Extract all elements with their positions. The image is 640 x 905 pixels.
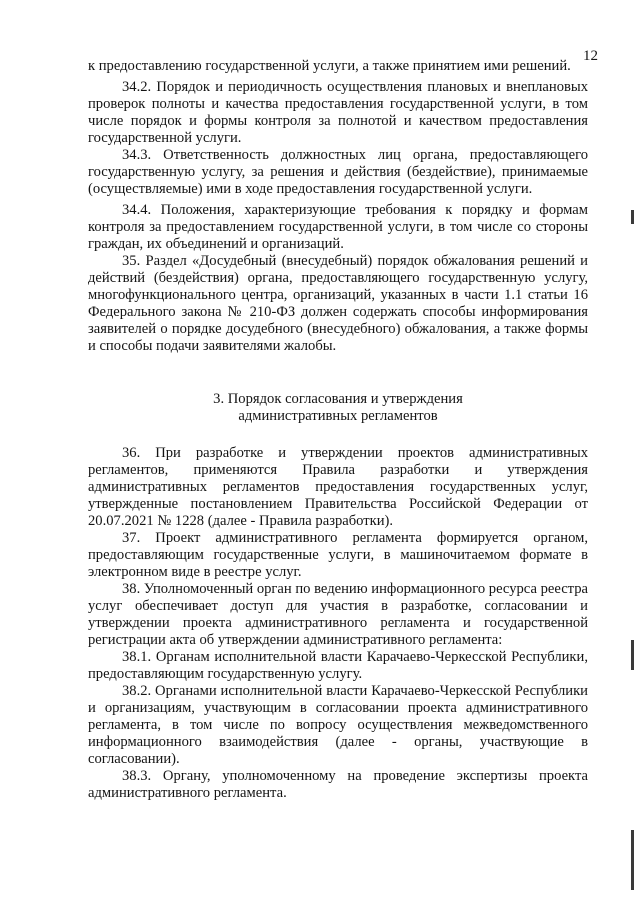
scan-edge-mark [631, 830, 634, 890]
paragraph-38-2: 38.2. Органами исполнительной власти Карачаево-Черкесской Республики и организациям, участвующим в согласовании проекта административного регламента, в том числе по вопросу осуществления межведомственного информационного взаимодействия (далее - органы, участвующие в согласовании). [88, 683, 588, 767]
paragraph-34-3: 34.3. Ответственность должностных лиц органа, предоставляющего государственную услугу, за решения и действия (бездействие), принимаемые (осуществляемые) ими в ходе предоставления государственной услуги. [88, 147, 588, 197]
page-number: 12 [583, 48, 598, 64]
section-heading-line-2: административных регламентов [238, 408, 438, 424]
scan-edge-mark [631, 640, 634, 670]
paragraph-38-1: 38.1. Органам исполнительной власти Карачаево-Черкесской Республики, предоставляющим государственную услугу. [88, 649, 588, 682]
paragraph-34-4: 34.4. Положения, характеризующие требования к порядку и формам контроля за предоставлением государственной услуги, в том числе со стороны граждан, их объединений и организаций. [88, 202, 588, 252]
paragraph-35: 35. Раздел «Досудебный (внесудебный) порядок обжалования решений и действий (бездействия) органа, предоставляющего государственную услугу, многофункционального центра, организаций, указанных в части 1.1 статьи 16 Федерального закона № 210-ФЗ должен содержать способы информирования заявителей о порядке досудебного (внесудебного) обжалования, а также формы и способы подачи заявителями жалобы. [88, 253, 588, 354]
paragraph-37: 37. Проект административного регламента формируется органом, предоставляющим государственные услуги, в машиночитаемом формате в электронном виде в реестре услуг. [88, 530, 588, 580]
section-heading-line-1: 3. Порядок согласования и утверждения [213, 391, 463, 407]
section-heading [88, 391, 588, 425]
paragraph-continuation: к предоставлению государственной услуги, а также принятием ими решений. [88, 58, 571, 74]
paragraph-38-3: 38.3. Органу, уполномоченному на проведение экспертизы проекта административного регламента. [88, 768, 588, 801]
paragraph-36: 36. При разработке и утверждении проектов административных регламентов, применяются Правила разработки и утверждения административных регламентов предоставления государственных услуг, утвержденные постановлением Правительства Российской Федерации от 20.07.2021 № 1228 (далее - Правила разработки). [88, 445, 588, 529]
paragraph-38: 38. Уполномоченный орган по ведению информационного ресурса реестра услуг обеспечивает доступ для участия в разработке, согласовании и утверждении проекта административного регламента и государственной регистрации акта об утверждении административного регламента: [88, 581, 588, 648]
document-body [88, 58, 588, 802]
paragraph-34-2: 34.2. Порядок и периодичность осуществления плановых и внеплановых проверок полноты и качества предоставления государственной услуги, в том числе порядок и формы контроля за полнотой и качеством предоставления государственной услуги. [88, 79, 588, 146]
scan-edge-mark [631, 210, 634, 224]
